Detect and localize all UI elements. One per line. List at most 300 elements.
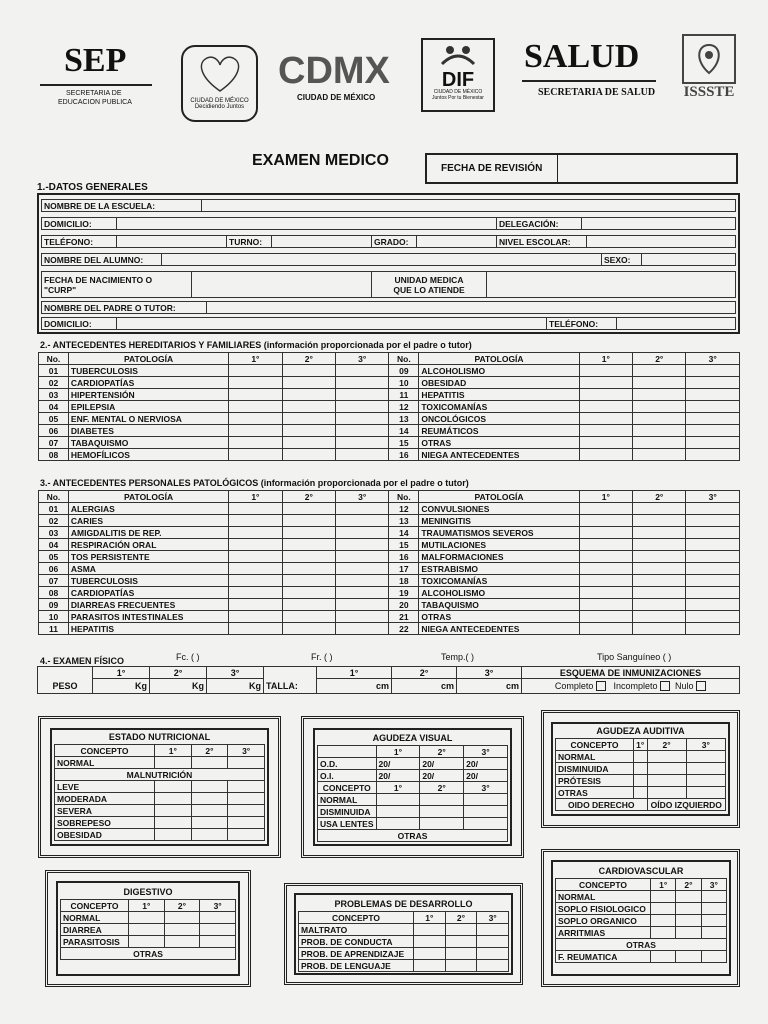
grade-header: 2°	[445, 912, 477, 924]
grade-cell[interactable]	[200, 936, 236, 948]
grade-cell[interactable]	[633, 437, 686, 449]
patologia-label: HEMOFÍLICOS	[68, 449, 228, 461]
grade-cell[interactable]	[633, 377, 686, 389]
concept-label: OBESIDAD	[55, 829, 155, 841]
grade-cell[interactable]	[686, 587, 740, 599]
grade-cell[interactable]	[282, 365, 335, 377]
grade-cell[interactable]	[701, 915, 726, 927]
grade-cell[interactable]	[229, 503, 282, 515]
grade-header: 2°	[420, 782, 464, 794]
grade-cell[interactable]	[191, 757, 228, 769]
grade-cell[interactable]	[336, 377, 389, 389]
grade-cell[interactable]	[282, 437, 335, 449]
grade-cell[interactable]	[282, 425, 335, 437]
patologia-label: PARASITOS INTESTINALES	[68, 611, 228, 623]
grade-cell[interactable]	[633, 449, 686, 461]
grade-cell[interactable]	[686, 775, 725, 787]
grade-cell[interactable]	[633, 563, 686, 575]
grade-cell[interactable]	[282, 401, 335, 413]
grade-cell[interactable]	[579, 599, 632, 611]
acuity-cell[interactable]: 20/	[420, 770, 464, 782]
grade-cell[interactable]	[686, 763, 725, 775]
grade-cell[interactable]	[686, 365, 740, 377]
grade-cell[interactable]	[676, 951, 701, 963]
grade-cell[interactable]	[229, 623, 282, 635]
grade-cell[interactable]	[191, 829, 228, 841]
concept-header: CONCEPTO	[299, 912, 414, 924]
row-number: 02	[39, 515, 69, 527]
grade-cell[interactable]	[282, 503, 335, 515]
grade-cell[interactable]	[579, 365, 632, 377]
oido-derecho-label: OIDO DERECHO	[556, 799, 648, 811]
grade-cell[interactable]	[579, 587, 632, 599]
grade-cell[interactable]	[647, 775, 686, 787]
grade-cell[interactable]	[633, 515, 686, 527]
row-number: 01	[39, 365, 69, 377]
grade-cell[interactable]	[129, 912, 165, 924]
grade-cell[interactable]	[129, 924, 165, 936]
grade-cell[interactable]	[336, 515, 389, 527]
grade-cell[interactable]	[229, 575, 282, 587]
grade-cell[interactable]	[229, 389, 282, 401]
grade-cell[interactable]	[633, 365, 686, 377]
nulo-checkbox[interactable]	[696, 681, 706, 691]
concept-label: SOBREPESO	[55, 817, 155, 829]
grade-cell[interactable]	[228, 757, 265, 769]
grade-cell[interactable]	[164, 936, 200, 948]
row-number: 22	[389, 623, 419, 635]
grade-cell[interactable]	[579, 539, 632, 551]
grade-cell[interactable]	[445, 960, 477, 972]
padre-field[interactable]	[207, 302, 736, 314]
grade-cell[interactable]	[579, 503, 632, 515]
patologia-label: MUTILACIONES	[419, 539, 579, 551]
talla-2-field[interactable]: cm	[392, 679, 457, 694]
patologia-label: OTRAS	[419, 611, 579, 623]
grade-cell[interactable]	[191, 805, 228, 817]
grade-cell[interactable]	[336, 527, 389, 539]
grade-cell[interactable]	[477, 960, 509, 972]
incompleto-checkbox[interactable]	[660, 681, 670, 691]
grade-cell[interactable]	[155, 829, 192, 841]
row-number: 05	[39, 551, 69, 563]
grade-cell[interactable]	[336, 623, 389, 635]
grade-cell[interactable]	[129, 936, 165, 948]
domicilio-field[interactable]	[117, 218, 497, 230]
row-number: 11	[389, 389, 419, 401]
patologia-label: HIPERTENSIÓN	[68, 389, 228, 401]
grade-cell[interactable]	[464, 818, 508, 830]
row-number: 20	[389, 599, 419, 611]
table-row	[39, 527, 740, 539]
table-row	[556, 751, 726, 763]
grade-cell[interactable]	[676, 891, 701, 903]
fecha-revision-box[interactable]: FECHA DE REVISIÓN	[425, 153, 738, 184]
grade-cell[interactable]	[647, 763, 686, 775]
grade-cell[interactable]	[579, 575, 632, 587]
row-number: 11	[39, 623, 69, 635]
page-title: EXAMEN MEDICO	[252, 152, 389, 169]
patologia-label: TABAQUISMO	[419, 599, 579, 611]
grade-cell[interactable]	[336, 539, 389, 551]
unidad-field[interactable]	[487, 272, 736, 298]
table-row	[39, 503, 740, 515]
grade-cell[interactable]	[155, 793, 192, 805]
otras-row: OTRAS	[318, 830, 508, 842]
grade-cell[interactable]	[676, 915, 701, 927]
cdmx-emblem: CIUDAD DE MÉXICO Decidiendo Juntos	[181, 45, 258, 122]
grade-header: 3°	[701, 879, 726, 891]
grade-cell[interactable]	[651, 927, 676, 939]
sexo-field[interactable]	[642, 254, 736, 266]
grade-cell[interactable]	[420, 806, 464, 818]
grade-cell[interactable]	[229, 515, 282, 527]
grade-cell[interactable]	[477, 948, 509, 960]
grade-cell[interactable]	[701, 891, 726, 903]
grade-cell[interactable]	[579, 515, 632, 527]
peso-1-field[interactable]: Kg	[93, 679, 150, 694]
table-row	[39, 389, 740, 401]
grade-cell[interactable]	[282, 563, 335, 575]
grade-cell[interactable]	[376, 806, 420, 818]
grade-cell[interactable]	[228, 829, 265, 841]
grade-cell[interactable]	[229, 551, 282, 563]
grade-cell[interactable]	[686, 413, 740, 425]
grade-cell[interactable]	[164, 924, 200, 936]
grade-cell[interactable]	[579, 611, 632, 623]
grade-cell[interactable]	[686, 437, 740, 449]
nivel-field[interactable]	[587, 236, 736, 248]
agudeza-auditiva-box: AGUDEZA AUDITIVA CONCEPTO 1° 2° 3° NORMAL DISMINUIDA PRÓTESIS OTRAS OIDO DERECHO OÍDO IZQUIERDO	[541, 710, 740, 828]
grade-cell[interactable]	[579, 563, 632, 575]
patologia-label: RESPIRACIÓN ORAL	[68, 539, 228, 551]
grade-cell[interactable]	[228, 793, 265, 805]
grade-cell[interactable]	[376, 794, 420, 806]
column-header: 3°	[336, 491, 389, 503]
grade-cell[interactable]	[282, 377, 335, 389]
grade-cell[interactable]	[676, 927, 701, 939]
grado-field[interactable]	[417, 236, 497, 248]
grade-cell[interactable]	[634, 763, 648, 775]
grade-cell[interactable]	[282, 515, 335, 527]
grade-cell[interactable]	[686, 539, 740, 551]
grade-cell[interactable]	[229, 611, 282, 623]
grade-cell[interactable]	[633, 389, 686, 401]
grade-cell[interactable]	[228, 817, 265, 829]
grade-cell[interactable]	[229, 587, 282, 599]
grade-cell[interactable]	[164, 912, 200, 924]
grade-cell[interactable]	[651, 915, 676, 927]
table-row	[556, 903, 727, 915]
acuity-cell[interactable]: 20/	[464, 770, 508, 782]
grade-cell[interactable]	[229, 563, 282, 575]
grade-cell[interactable]	[701, 951, 726, 963]
grade-cell[interactable]	[686, 389, 740, 401]
grade-cell[interactable]	[420, 818, 464, 830]
table-row	[299, 924, 509, 936]
grade-cell[interactable]	[464, 806, 508, 818]
grade-header: 2°	[676, 879, 701, 891]
grade-cell[interactable]	[229, 365, 282, 377]
grade-cell[interactable]	[414, 936, 446, 948]
grade-cell[interactable]	[229, 425, 282, 437]
grade-cell[interactable]	[686, 401, 740, 413]
grade-cell[interactable]	[579, 551, 632, 563]
grade-cell[interactable]	[651, 951, 676, 963]
grade-cell[interactable]	[445, 936, 477, 948]
row-number: 13	[389, 515, 419, 527]
grade-cell[interactable]	[229, 377, 282, 389]
grade-cell[interactable]	[229, 449, 282, 461]
grade-cell[interactable]	[282, 413, 335, 425]
column-header: PATOLOGÍA	[419, 353, 579, 365]
column-header: 3°	[686, 353, 740, 365]
antecedentes-personales-table	[38, 490, 740, 642]
patologia-label: MENINGITIS	[419, 515, 579, 527]
grade-cell[interactable]	[686, 751, 725, 763]
grade-cell[interactable]	[229, 539, 282, 551]
grade-cell[interactable]	[634, 775, 648, 787]
grade-cell[interactable]	[229, 527, 282, 539]
grade-cell[interactable]	[155, 817, 192, 829]
grade-cell[interactable]	[445, 924, 477, 936]
grade-cell[interactable]	[336, 389, 389, 401]
turno-field[interactable]	[272, 236, 372, 248]
grade-cell[interactable]	[579, 389, 632, 401]
grade-cell[interactable]	[686, 787, 725, 799]
concept-label: PROB. DE CONDUCTA	[299, 936, 414, 948]
telefono2-field[interactable]	[617, 318, 736, 330]
talla-1-field[interactable]: cm	[317, 679, 392, 694]
grade-cell[interactable]	[282, 527, 335, 539]
grade-cell[interactable]	[229, 437, 282, 449]
grade-cell[interactable]	[336, 425, 389, 437]
grade-cell[interactable]	[676, 903, 701, 915]
concept-label: MODERADA	[55, 793, 155, 805]
patologia-label: TUBERCULOSIS	[68, 575, 228, 587]
grade-cell[interactable]	[579, 401, 632, 413]
grade-cell[interactable]	[651, 903, 676, 915]
cdmx-subtitle: CIUDAD DE MÉXICO	[297, 93, 376, 102]
grade-cell[interactable]	[282, 587, 335, 599]
domicilio2-field[interactable]	[117, 318, 547, 330]
row-number: 15	[389, 539, 419, 551]
grade-cell[interactable]	[336, 413, 389, 425]
grade-cell[interactable]	[200, 912, 236, 924]
table-row	[39, 575, 740, 587]
grade-cell[interactable]	[633, 623, 686, 635]
patologia-label: ASMA	[68, 563, 228, 575]
grade-cell[interactable]	[282, 539, 335, 551]
row-number: 14	[389, 425, 419, 437]
grade-cell[interactable]	[701, 903, 726, 915]
concept-label: DISMINUIDA	[556, 763, 634, 775]
grade-cell[interactable]	[633, 587, 686, 599]
grade-cell[interactable]	[228, 781, 265, 793]
grade-cell[interactable]	[336, 401, 389, 413]
section-title: 4.- EXAMEN FÍSICO	[40, 656, 125, 666]
column-header: 3°	[686, 491, 740, 503]
grade-cell[interactable]	[229, 413, 282, 425]
grade-cell[interactable]	[647, 751, 686, 763]
grade-cell[interactable]	[336, 365, 389, 377]
grade-cell[interactable]	[282, 599, 335, 611]
telefono-field[interactable]	[117, 236, 227, 248]
peso-2-field[interactable]: Kg	[150, 679, 207, 694]
talla-3-field[interactable]: cm	[457, 679, 522, 694]
dif-logo: DIF CIUDAD DE MÉXICO Juntos Por tu Bienestar	[421, 38, 495, 112]
grade-cell[interactable]	[579, 623, 632, 635]
grade-cell[interactable]	[336, 611, 389, 623]
acuity-cell[interactable]: 20/	[376, 770, 420, 782]
grade-cell[interactable]	[686, 515, 740, 527]
issste-emblem-icon	[682, 34, 736, 84]
grade-cell[interactable]	[200, 924, 236, 936]
grade-cell[interactable]	[336, 587, 389, 599]
patologia-label: TOXICOMANÍAS	[419, 401, 579, 413]
grade-cell[interactable]	[376, 818, 420, 830]
grade-cell[interactable]	[191, 781, 228, 793]
concept-label: DISMINUIDA	[318, 806, 377, 818]
completo-checkbox[interactable]	[596, 681, 606, 691]
grade-cell[interactable]	[686, 623, 740, 635]
grade-cell[interactable]	[282, 575, 335, 587]
grade-cell[interactable]	[633, 413, 686, 425]
delegacion-field[interactable]	[582, 218, 736, 230]
grade-cell[interactable]	[634, 751, 648, 763]
grade-cell[interactable]	[282, 449, 335, 461]
table-row	[556, 775, 726, 787]
patologia-label: ENF. MENTAL O NERVIOSA	[68, 413, 228, 425]
column-header: 3°	[336, 353, 389, 365]
agudeza-visual-box: AGUDEZA VISUAL 1° 2° 3° O.D. 20/ 20/ 20/ O.I. 20/ 20/ 20/ CONCEPTO 1° 2° 3° NORMAL DISMINUIDA USA LENTES OTRAS	[301, 716, 524, 858]
table-row	[299, 948, 509, 960]
concept-label: NORMAL	[55, 757, 155, 769]
grade-cell[interactable]	[647, 787, 686, 799]
grade-cell[interactable]	[414, 948, 446, 960]
grade-cell[interactable]	[229, 401, 282, 413]
grade-cell[interactable]	[228, 805, 265, 817]
grade-cell[interactable]	[579, 413, 632, 425]
grade-cell[interactable]	[579, 377, 632, 389]
grade-cell[interactable]	[420, 794, 464, 806]
acuity-cell[interactable]: 20/	[376, 758, 420, 770]
grade-cell[interactable]	[336, 551, 389, 563]
grade-cell[interactable]	[282, 389, 335, 401]
grade-cell[interactable]	[464, 794, 508, 806]
column-header: No.	[389, 353, 419, 365]
grade-cell[interactable]	[155, 805, 192, 817]
table-row	[39, 587, 740, 599]
grade-cell[interactable]	[686, 599, 740, 611]
grade-cell[interactable]	[686, 377, 740, 389]
cardiovascular-box: CARDIOVASCULAR CONCEPTO 1° 2° 3° NORMAL SOPLO FISIOLOGICO SOPLO ORGANICO ARRITMIAS OTRAS F. REUMATICA	[541, 849, 740, 987]
row-number: 09	[389, 365, 419, 377]
grade-cell[interactable]	[579, 425, 632, 437]
concept-label: PROB. DE APRENDIZAJE	[299, 948, 414, 960]
patologia-label: DIARREAS FRECUENTES	[68, 599, 228, 611]
grade-cell[interactable]	[633, 611, 686, 623]
grade-cell[interactable]	[633, 401, 686, 413]
grade-cell[interactable]	[701, 927, 726, 939]
grade-cell[interactable]	[686, 563, 740, 575]
grade-cell[interactable]	[336, 503, 389, 515]
grade-cell[interactable]	[336, 449, 389, 461]
grade-cell[interactable]	[229, 599, 282, 611]
grade-cell[interactable]	[191, 817, 228, 829]
grade-cell[interactable]	[651, 891, 676, 903]
table-row	[39, 425, 740, 437]
grade-header: 3°	[464, 782, 508, 794]
grade-cell[interactable]	[686, 527, 740, 539]
peso-3-field[interactable]: Kg	[207, 679, 264, 694]
grade-cell[interactable]	[686, 425, 740, 437]
family-icon	[438, 44, 478, 66]
concept-label: PARASITOSIS	[61, 936, 129, 948]
table-row	[39, 437, 740, 449]
acuity-cell[interactable]: 20/	[464, 758, 508, 770]
grade-cell[interactable]	[445, 948, 477, 960]
patologia-label: NIEGA ANTECEDENTES	[419, 449, 579, 461]
grade-cell[interactable]	[579, 527, 632, 539]
grade-cell[interactable]	[634, 787, 648, 799]
grade-cell[interactable]	[336, 563, 389, 575]
grade-cell[interactable]	[477, 924, 509, 936]
grade-cell[interactable]	[579, 437, 632, 449]
fecha-nac-field[interactable]	[192, 272, 372, 298]
grade-cell[interactable]	[686, 503, 740, 515]
grade-cell[interactable]	[579, 449, 632, 461]
row-number: 06	[39, 425, 69, 437]
patologia-label: OTRAS	[419, 437, 579, 449]
grade-cell[interactable]	[155, 757, 192, 769]
grade-cell[interactable]	[686, 449, 740, 461]
grade-cell[interactable]	[633, 551, 686, 563]
grade-cell[interactable]	[414, 960, 446, 972]
grade-cell[interactable]	[633, 575, 686, 587]
row-number: 21	[389, 611, 419, 623]
concept-label: OTRAS	[556, 787, 634, 799]
concept-label: USA LENTES	[318, 818, 377, 830]
grade-cell[interactable]	[282, 611, 335, 623]
grade-cell[interactable]	[686, 551, 740, 563]
grade-cell[interactable]	[336, 437, 389, 449]
escuela-field[interactable]	[202, 200, 736, 212]
grade-cell[interactable]	[477, 936, 509, 948]
acuity-cell[interactable]: 20/	[420, 758, 464, 770]
concept-label: NORMAL	[61, 912, 129, 924]
grade-cell[interactable]	[414, 924, 446, 936]
grade-cell[interactable]	[191, 793, 228, 805]
grade-cell[interactable]	[686, 611, 740, 623]
grade-header: 1°	[376, 782, 420, 794]
grade-header: 1°	[155, 745, 192, 757]
grade-cell[interactable]	[155, 781, 192, 793]
grade-cell[interactable]	[336, 575, 389, 587]
grade-cell[interactable]	[633, 539, 686, 551]
grade-cell[interactable]	[336, 599, 389, 611]
grade-cell[interactable]	[633, 599, 686, 611]
row-number: 10	[389, 377, 419, 389]
grade-cell[interactable]	[633, 527, 686, 539]
grade-header: 3°	[228, 745, 265, 757]
grade-cell[interactable]	[282, 623, 335, 635]
alumno-field[interactable]	[162, 254, 602, 266]
grade-cell[interactable]	[633, 425, 686, 437]
grade-cell[interactable]	[633, 503, 686, 515]
grade-cell[interactable]	[686, 575, 740, 587]
grade-cell[interactable]	[282, 551, 335, 563]
